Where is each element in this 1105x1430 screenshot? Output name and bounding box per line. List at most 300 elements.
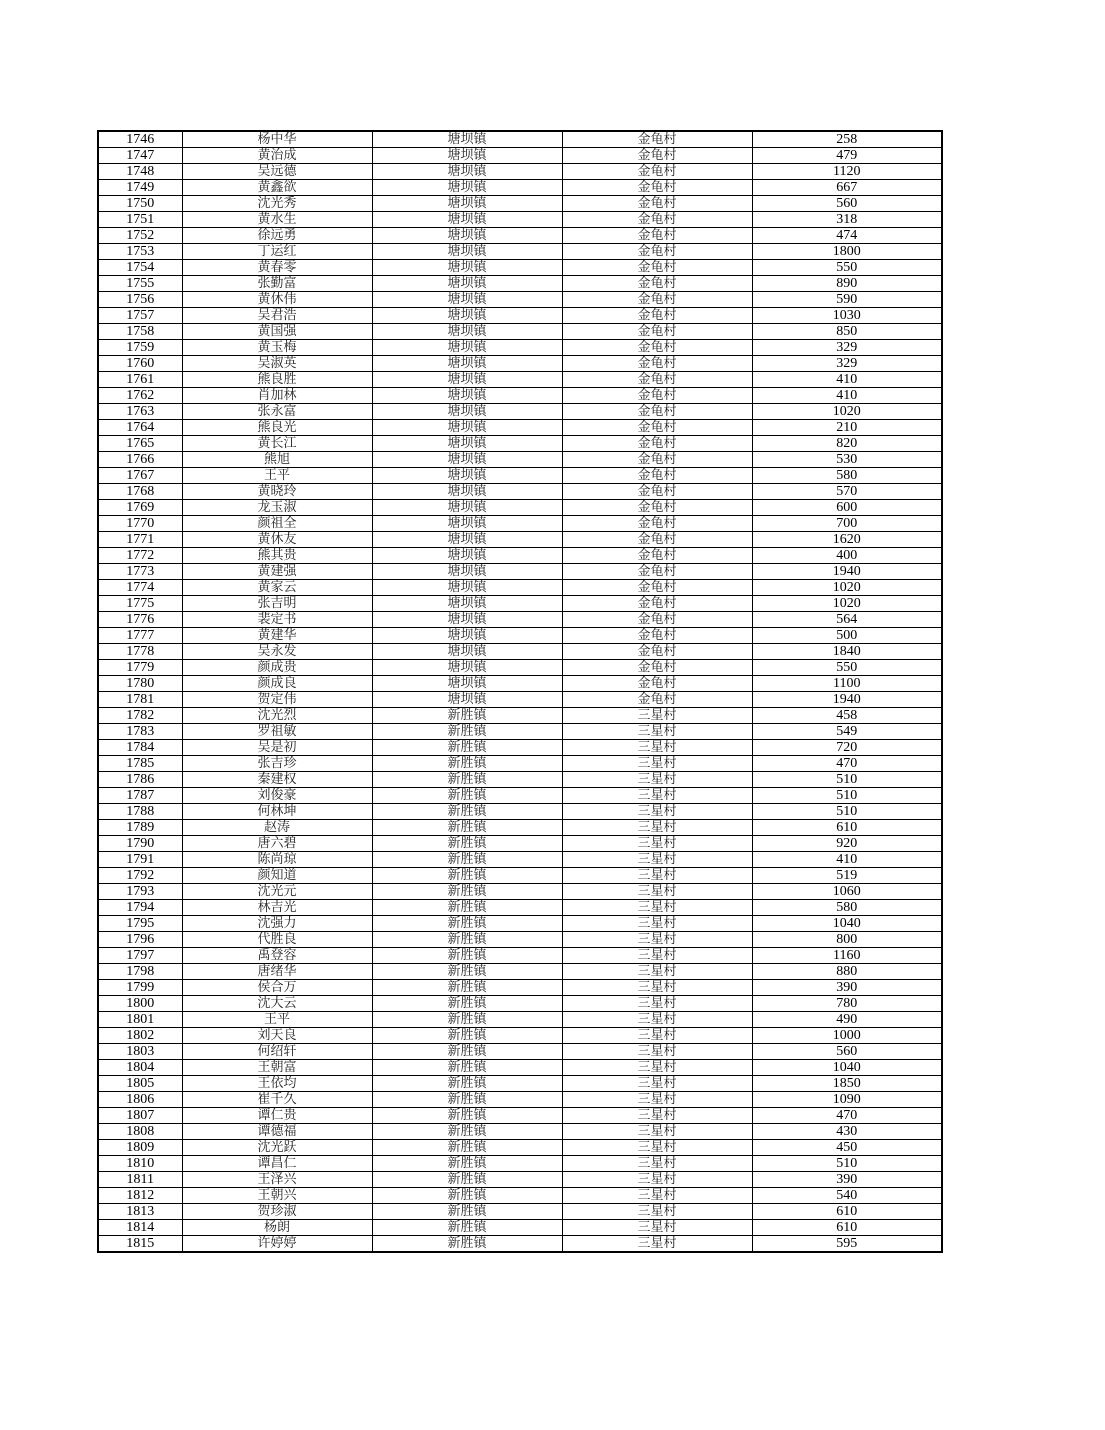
name-cell: 沈光秀: [182, 196, 372, 212]
amount-cell: 1850: [752, 1076, 942, 1092]
town-cell: 新胜镇: [372, 1172, 562, 1188]
village-cell: 三星村: [562, 868, 752, 884]
name-cell: 侯合万: [182, 980, 372, 996]
name-cell: 何绍轩: [182, 1044, 372, 1060]
amount-cell: 490: [752, 1012, 942, 1028]
town-cell: 塘坝镇: [372, 580, 562, 596]
amount-cell: 550: [752, 260, 942, 276]
table-row: [98, 308, 942, 324]
name-cell: 沈大云: [182, 996, 372, 1012]
amount-cell: 580: [752, 900, 942, 916]
town-cell: 新胜镇: [372, 1092, 562, 1108]
row-number-cell: 1815: [98, 1236, 182, 1253]
amount-cell: 410: [752, 852, 942, 868]
name-cell: 沈光元: [182, 884, 372, 900]
town-cell: 新胜镇: [372, 916, 562, 932]
amount-cell: 600: [752, 500, 942, 516]
row-number-cell: 1800: [98, 996, 182, 1012]
village-cell: 金龟村: [562, 420, 752, 436]
village-cell: 金龟村: [562, 212, 752, 228]
amount-cell: 1620: [752, 532, 942, 548]
table-row: [98, 948, 942, 964]
table-row: [98, 964, 942, 980]
table-row: [98, 292, 942, 308]
amount-cell: 1120: [752, 164, 942, 180]
village-cell: 三星村: [562, 1140, 752, 1156]
name-cell: 禹登容: [182, 948, 372, 964]
name-cell: 吴远德: [182, 164, 372, 180]
name-cell: 丁运红: [182, 244, 372, 260]
row-number-cell: 1797: [98, 948, 182, 964]
town-cell: 新胜镇: [372, 724, 562, 740]
table-row: [98, 644, 942, 660]
table-row: [98, 1220, 942, 1236]
table-row: [98, 1156, 942, 1172]
town-cell: 塘坝镇: [372, 564, 562, 580]
town-cell: 新胜镇: [372, 1188, 562, 1204]
name-cell: 熊旭: [182, 452, 372, 468]
name-cell: 吴是初: [182, 740, 372, 756]
village-cell: 三星村: [562, 1204, 752, 1220]
village-cell: 金龟村: [562, 260, 752, 276]
village-cell: 三星村: [562, 836, 752, 852]
village-cell: 三星村: [562, 884, 752, 900]
village-cell: 三星村: [562, 1076, 752, 1092]
row-number-cell: 1758: [98, 324, 182, 340]
town-cell: 新胜镇: [372, 1028, 562, 1044]
amount-cell: 1040: [752, 1060, 942, 1076]
table-row: [98, 1188, 942, 1204]
table-row: [98, 388, 942, 404]
name-cell: 熊其贵: [182, 548, 372, 564]
row-number-cell: 1789: [98, 820, 182, 836]
village-cell: 金龟村: [562, 468, 752, 484]
village-cell: 三星村: [562, 1172, 752, 1188]
table-row: [98, 260, 942, 276]
village-cell: 金龟村: [562, 564, 752, 580]
table-row: [98, 660, 942, 676]
village-cell: 金龟村: [562, 276, 752, 292]
table-row: [98, 740, 942, 756]
town-cell: 塘坝镇: [372, 548, 562, 564]
row-number-cell: 1803: [98, 1044, 182, 1060]
village-cell: 三星村: [562, 788, 752, 804]
row-number-cell: 1759: [98, 340, 182, 356]
table-row: [98, 1012, 942, 1028]
table-row: [98, 1124, 942, 1140]
table-row: [98, 580, 942, 596]
town-cell: 新胜镇: [372, 1108, 562, 1124]
name-cell: 黄长江: [182, 436, 372, 452]
name-cell: 王泽兴: [182, 1172, 372, 1188]
town-cell: 新胜镇: [372, 1076, 562, 1092]
town-cell: 塘坝镇: [372, 660, 562, 676]
name-cell: 黄休伟: [182, 292, 372, 308]
village-cell: 三星村: [562, 756, 752, 772]
name-cell: 刘天良: [182, 1028, 372, 1044]
village-cell: 金龟村: [562, 548, 752, 564]
town-cell: 新胜镇: [372, 900, 562, 916]
row-number-cell: 1770: [98, 516, 182, 532]
amount-cell: 410: [752, 372, 942, 388]
amount-cell: 1020: [752, 404, 942, 420]
table-row: [98, 148, 942, 164]
table-row: [98, 564, 942, 580]
town-cell: 塘坝镇: [372, 500, 562, 516]
name-cell: 刘俊豪: [182, 788, 372, 804]
amount-cell: 610: [752, 1204, 942, 1220]
table-row: [98, 228, 942, 244]
village-cell: 三星村: [562, 1044, 752, 1060]
town-cell: 塘坝镇: [372, 436, 562, 452]
row-number-cell: 1798: [98, 964, 182, 980]
town-cell: 新胜镇: [372, 1220, 562, 1236]
village-cell: 三星村: [562, 996, 752, 1012]
amount-cell: 780: [752, 996, 942, 1012]
town-cell: 新胜镇: [372, 1012, 562, 1028]
village-cell: 三星村: [562, 820, 752, 836]
table-row: [98, 131, 942, 148]
row-number-cell: 1787: [98, 788, 182, 804]
table-row: [98, 820, 942, 836]
row-number-cell: 1802: [98, 1028, 182, 1044]
row-number-cell: 1750: [98, 196, 182, 212]
amount-cell: 1100: [752, 676, 942, 692]
name-cell: 黄玉梅: [182, 340, 372, 356]
town-cell: 塘坝镇: [372, 244, 562, 260]
row-number-cell: 1794: [98, 900, 182, 916]
town-cell: 新胜镇: [372, 836, 562, 852]
town-cell: 塘坝镇: [372, 196, 562, 212]
town-cell: 新胜镇: [372, 1124, 562, 1140]
name-cell: 谭仁贵: [182, 1108, 372, 1124]
name-cell: 杨朗: [182, 1220, 372, 1236]
town-cell: 塘坝镇: [372, 404, 562, 420]
village-cell: 三星村: [562, 1108, 752, 1124]
name-cell: 龙玉淑: [182, 500, 372, 516]
town-cell: 塘坝镇: [372, 260, 562, 276]
name-cell: 黄治成: [182, 148, 372, 164]
village-cell: 金龟村: [562, 308, 752, 324]
amount-cell: 390: [752, 980, 942, 996]
table-row: [98, 868, 942, 884]
village-cell: 金龟村: [562, 484, 752, 500]
name-cell: 张吉明: [182, 596, 372, 612]
row-number-cell: 1766: [98, 452, 182, 468]
name-cell: 唐六碧: [182, 836, 372, 852]
row-number-cell: 1783: [98, 724, 182, 740]
name-cell: 吴君浩: [182, 308, 372, 324]
village-cell: 金龟村: [562, 324, 752, 340]
town-cell: 塘坝镇: [372, 644, 562, 660]
village-cell: 三星村: [562, 948, 752, 964]
row-number-cell: 1764: [98, 420, 182, 436]
village-cell: 金龟村: [562, 436, 752, 452]
table-row: [98, 452, 942, 468]
village-cell: 三星村: [562, 708, 752, 724]
village-cell: 金龟村: [562, 148, 752, 164]
village-cell: 三星村: [562, 1060, 752, 1076]
row-number-cell: 1772: [98, 548, 182, 564]
name-cell: 张勤富: [182, 276, 372, 292]
table-row: [98, 1044, 942, 1060]
amount-cell: 329: [752, 340, 942, 356]
village-cell: 金龟村: [562, 404, 752, 420]
name-cell: 沈强力: [182, 916, 372, 932]
name-cell: 张吉珍: [182, 756, 372, 772]
town-cell: 新胜镇: [372, 772, 562, 788]
amount-cell: 890: [752, 276, 942, 292]
town-cell: 塘坝镇: [372, 180, 562, 196]
row-number-cell: 1781: [98, 692, 182, 708]
amount-cell: 564: [752, 612, 942, 628]
village-cell: 金龟村: [562, 196, 752, 212]
village-cell: 金龟村: [562, 164, 752, 180]
name-cell: 黄建华: [182, 628, 372, 644]
row-number-cell: 1760: [98, 356, 182, 372]
town-cell: 新胜镇: [372, 756, 562, 772]
name-cell: 赵涛: [182, 820, 372, 836]
town-cell: 塘坝镇: [372, 532, 562, 548]
name-cell: 熊良胜: [182, 372, 372, 388]
town-cell: 塘坝镇: [372, 468, 562, 484]
village-cell: 金龟村: [562, 692, 752, 708]
name-cell: 王依均: [182, 1076, 372, 1092]
table-row: [98, 436, 942, 452]
table-row: [98, 788, 942, 804]
row-number-cell: 1751: [98, 212, 182, 228]
row-number-cell: 1757: [98, 308, 182, 324]
row-number-cell: 1762: [98, 388, 182, 404]
name-cell: 黄晓玲: [182, 484, 372, 500]
table-row: [98, 932, 942, 948]
row-number-cell: 1799: [98, 980, 182, 996]
row-number-cell: 1805: [98, 1076, 182, 1092]
table-row: [98, 692, 942, 708]
table-row: [98, 628, 942, 644]
town-cell: 塘坝镇: [372, 340, 562, 356]
name-cell: 罗祖敏: [182, 724, 372, 740]
name-cell: 沈光烈: [182, 708, 372, 724]
name-cell: 黄春零: [182, 260, 372, 276]
row-number-cell: 1807: [98, 1108, 182, 1124]
village-cell: 三星村: [562, 980, 752, 996]
row-number-cell: 1746: [98, 131, 182, 148]
village-cell: 金龟村: [562, 228, 752, 244]
row-number-cell: 1792: [98, 868, 182, 884]
village-cell: 金龟村: [562, 628, 752, 644]
village-cell: 金龟村: [562, 596, 752, 612]
table-row: [98, 180, 942, 196]
row-number-cell: 1784: [98, 740, 182, 756]
village-cell: 金龟村: [562, 340, 752, 356]
village-cell: 金龟村: [562, 500, 752, 516]
amount-cell: 560: [752, 1044, 942, 1060]
table-row: [98, 532, 942, 548]
town-cell: 新胜镇: [372, 948, 562, 964]
table-row: [98, 404, 942, 420]
town-cell: 塘坝镇: [372, 628, 562, 644]
village-cell: 三星村: [562, 1124, 752, 1140]
amount-cell: 667: [752, 180, 942, 196]
table-row: [98, 836, 942, 852]
table-row: [98, 852, 942, 868]
name-cell: 林吉光: [182, 900, 372, 916]
amount-cell: 1940: [752, 564, 942, 580]
name-cell: 谭昌仁: [182, 1156, 372, 1172]
amount-cell: 430: [752, 1124, 942, 1140]
village-cell: 三星村: [562, 1156, 752, 1172]
amount-cell: 410: [752, 388, 942, 404]
row-number-cell: 1786: [98, 772, 182, 788]
table-row: [98, 1236, 942, 1253]
row-number-cell: 1780: [98, 676, 182, 692]
amount-cell: 1040: [752, 916, 942, 932]
row-number-cell: 1754: [98, 260, 182, 276]
name-cell: 颜成良: [182, 676, 372, 692]
name-cell: 黄家云: [182, 580, 372, 596]
table-row: [98, 900, 942, 916]
row-number-cell: 1753: [98, 244, 182, 260]
table-row: [98, 276, 942, 292]
village-cell: 金龟村: [562, 452, 752, 468]
town-cell: 新胜镇: [372, 1140, 562, 1156]
amount-cell: 570: [752, 484, 942, 500]
amount-cell: 610: [752, 820, 942, 836]
name-cell: 唐绪华: [182, 964, 372, 980]
town-cell: 塘坝镇: [372, 420, 562, 436]
amount-cell: 850: [752, 324, 942, 340]
town-cell: 塘坝镇: [372, 356, 562, 372]
amount-cell: 510: [752, 1156, 942, 1172]
amount-cell: 510: [752, 772, 942, 788]
amount-cell: 210: [752, 420, 942, 436]
village-cell: 金龟村: [562, 612, 752, 628]
village-cell: 三星村: [562, 1188, 752, 1204]
amount-cell: 550: [752, 660, 942, 676]
amount-cell: 590: [752, 292, 942, 308]
row-number-cell: 1763: [98, 404, 182, 420]
town-cell: 新胜镇: [372, 996, 562, 1012]
table-row: [98, 1140, 942, 1156]
name-cell: 王平: [182, 1012, 372, 1028]
amount-cell: 470: [752, 1108, 942, 1124]
table-row: [98, 1028, 942, 1044]
row-number-cell: 1747: [98, 148, 182, 164]
table-row: [98, 500, 942, 516]
village-cell: 金龟村: [562, 372, 752, 388]
town-cell: 塘坝镇: [372, 388, 562, 404]
village-cell: 三星村: [562, 900, 752, 916]
village-cell: 三星村: [562, 932, 752, 948]
name-cell: 黄鑫欲: [182, 180, 372, 196]
village-cell: 金龟村: [562, 676, 752, 692]
name-cell: 王朝富: [182, 1060, 372, 1076]
amount-cell: 400: [752, 548, 942, 564]
name-cell: 吴永发: [182, 644, 372, 660]
row-number-cell: 1761: [98, 372, 182, 388]
amount-cell: 920: [752, 836, 942, 852]
amount-cell: 540: [752, 1188, 942, 1204]
data-table: [97, 130, 943, 1253]
village-cell: 金龟村: [562, 244, 752, 260]
name-cell: 陈尚琼: [182, 852, 372, 868]
amount-cell: 1160: [752, 948, 942, 964]
town-cell: 塘坝镇: [372, 484, 562, 500]
table-row: [98, 708, 942, 724]
row-number-cell: 1804: [98, 1060, 182, 1076]
row-number-cell: 1767: [98, 468, 182, 484]
amount-cell: 800: [752, 932, 942, 948]
amount-cell: 700: [752, 516, 942, 532]
name-cell: 王朝兴: [182, 1188, 372, 1204]
table-row: [98, 468, 942, 484]
name-cell: 代胜良: [182, 932, 372, 948]
village-cell: 金龟村: [562, 644, 752, 660]
row-number-cell: 1752: [98, 228, 182, 244]
town-cell: 塘坝镇: [372, 596, 562, 612]
name-cell: 崔千久: [182, 1092, 372, 1108]
row-number-cell: 1777: [98, 628, 182, 644]
table-row: [98, 420, 942, 436]
row-number-cell: 1778: [98, 644, 182, 660]
town-cell: 塘坝镇: [372, 676, 562, 692]
village-cell: 三星村: [562, 772, 752, 788]
row-number-cell: 1806: [98, 1092, 182, 1108]
name-cell: 贺定伟: [182, 692, 372, 708]
name-cell: 张永富: [182, 404, 372, 420]
name-cell: 杨中华: [182, 131, 372, 148]
amount-cell: 880: [752, 964, 942, 980]
town-cell: 塘坝镇: [372, 308, 562, 324]
table-row: [98, 1060, 942, 1076]
table-row: [98, 884, 942, 900]
row-number-cell: 1768: [98, 484, 182, 500]
table-row: [98, 324, 942, 340]
row-number-cell: 1782: [98, 708, 182, 724]
table-row: [98, 724, 942, 740]
table-row: [98, 164, 942, 180]
town-cell: 新胜镇: [372, 804, 562, 820]
village-cell: 金龟村: [562, 580, 752, 596]
town-cell: 新胜镇: [372, 852, 562, 868]
row-number-cell: 1773: [98, 564, 182, 580]
town-cell: 塘坝镇: [372, 131, 562, 148]
table-row: [98, 916, 942, 932]
town-cell: 新胜镇: [372, 708, 562, 724]
row-number-cell: 1776: [98, 612, 182, 628]
village-cell: 三星村: [562, 1028, 752, 1044]
table-row: [98, 772, 942, 788]
village-cell: 三星村: [562, 1236, 752, 1253]
village-cell: 金龟村: [562, 292, 752, 308]
row-number-cell: 1775: [98, 596, 182, 612]
town-cell: 新胜镇: [372, 932, 562, 948]
amount-cell: 479: [752, 148, 942, 164]
table-row: [98, 340, 942, 356]
table-row: [98, 676, 942, 692]
table-row: [98, 1076, 942, 1092]
amount-cell: 1060: [752, 884, 942, 900]
table-row: [98, 212, 942, 228]
town-cell: 新胜镇: [372, 884, 562, 900]
amount-cell: 820: [752, 436, 942, 452]
amount-cell: 329: [752, 356, 942, 372]
town-cell: 新胜镇: [372, 1236, 562, 1253]
row-number-cell: 1771: [98, 532, 182, 548]
amount-cell: 474: [752, 228, 942, 244]
village-cell: 金龟村: [562, 388, 752, 404]
